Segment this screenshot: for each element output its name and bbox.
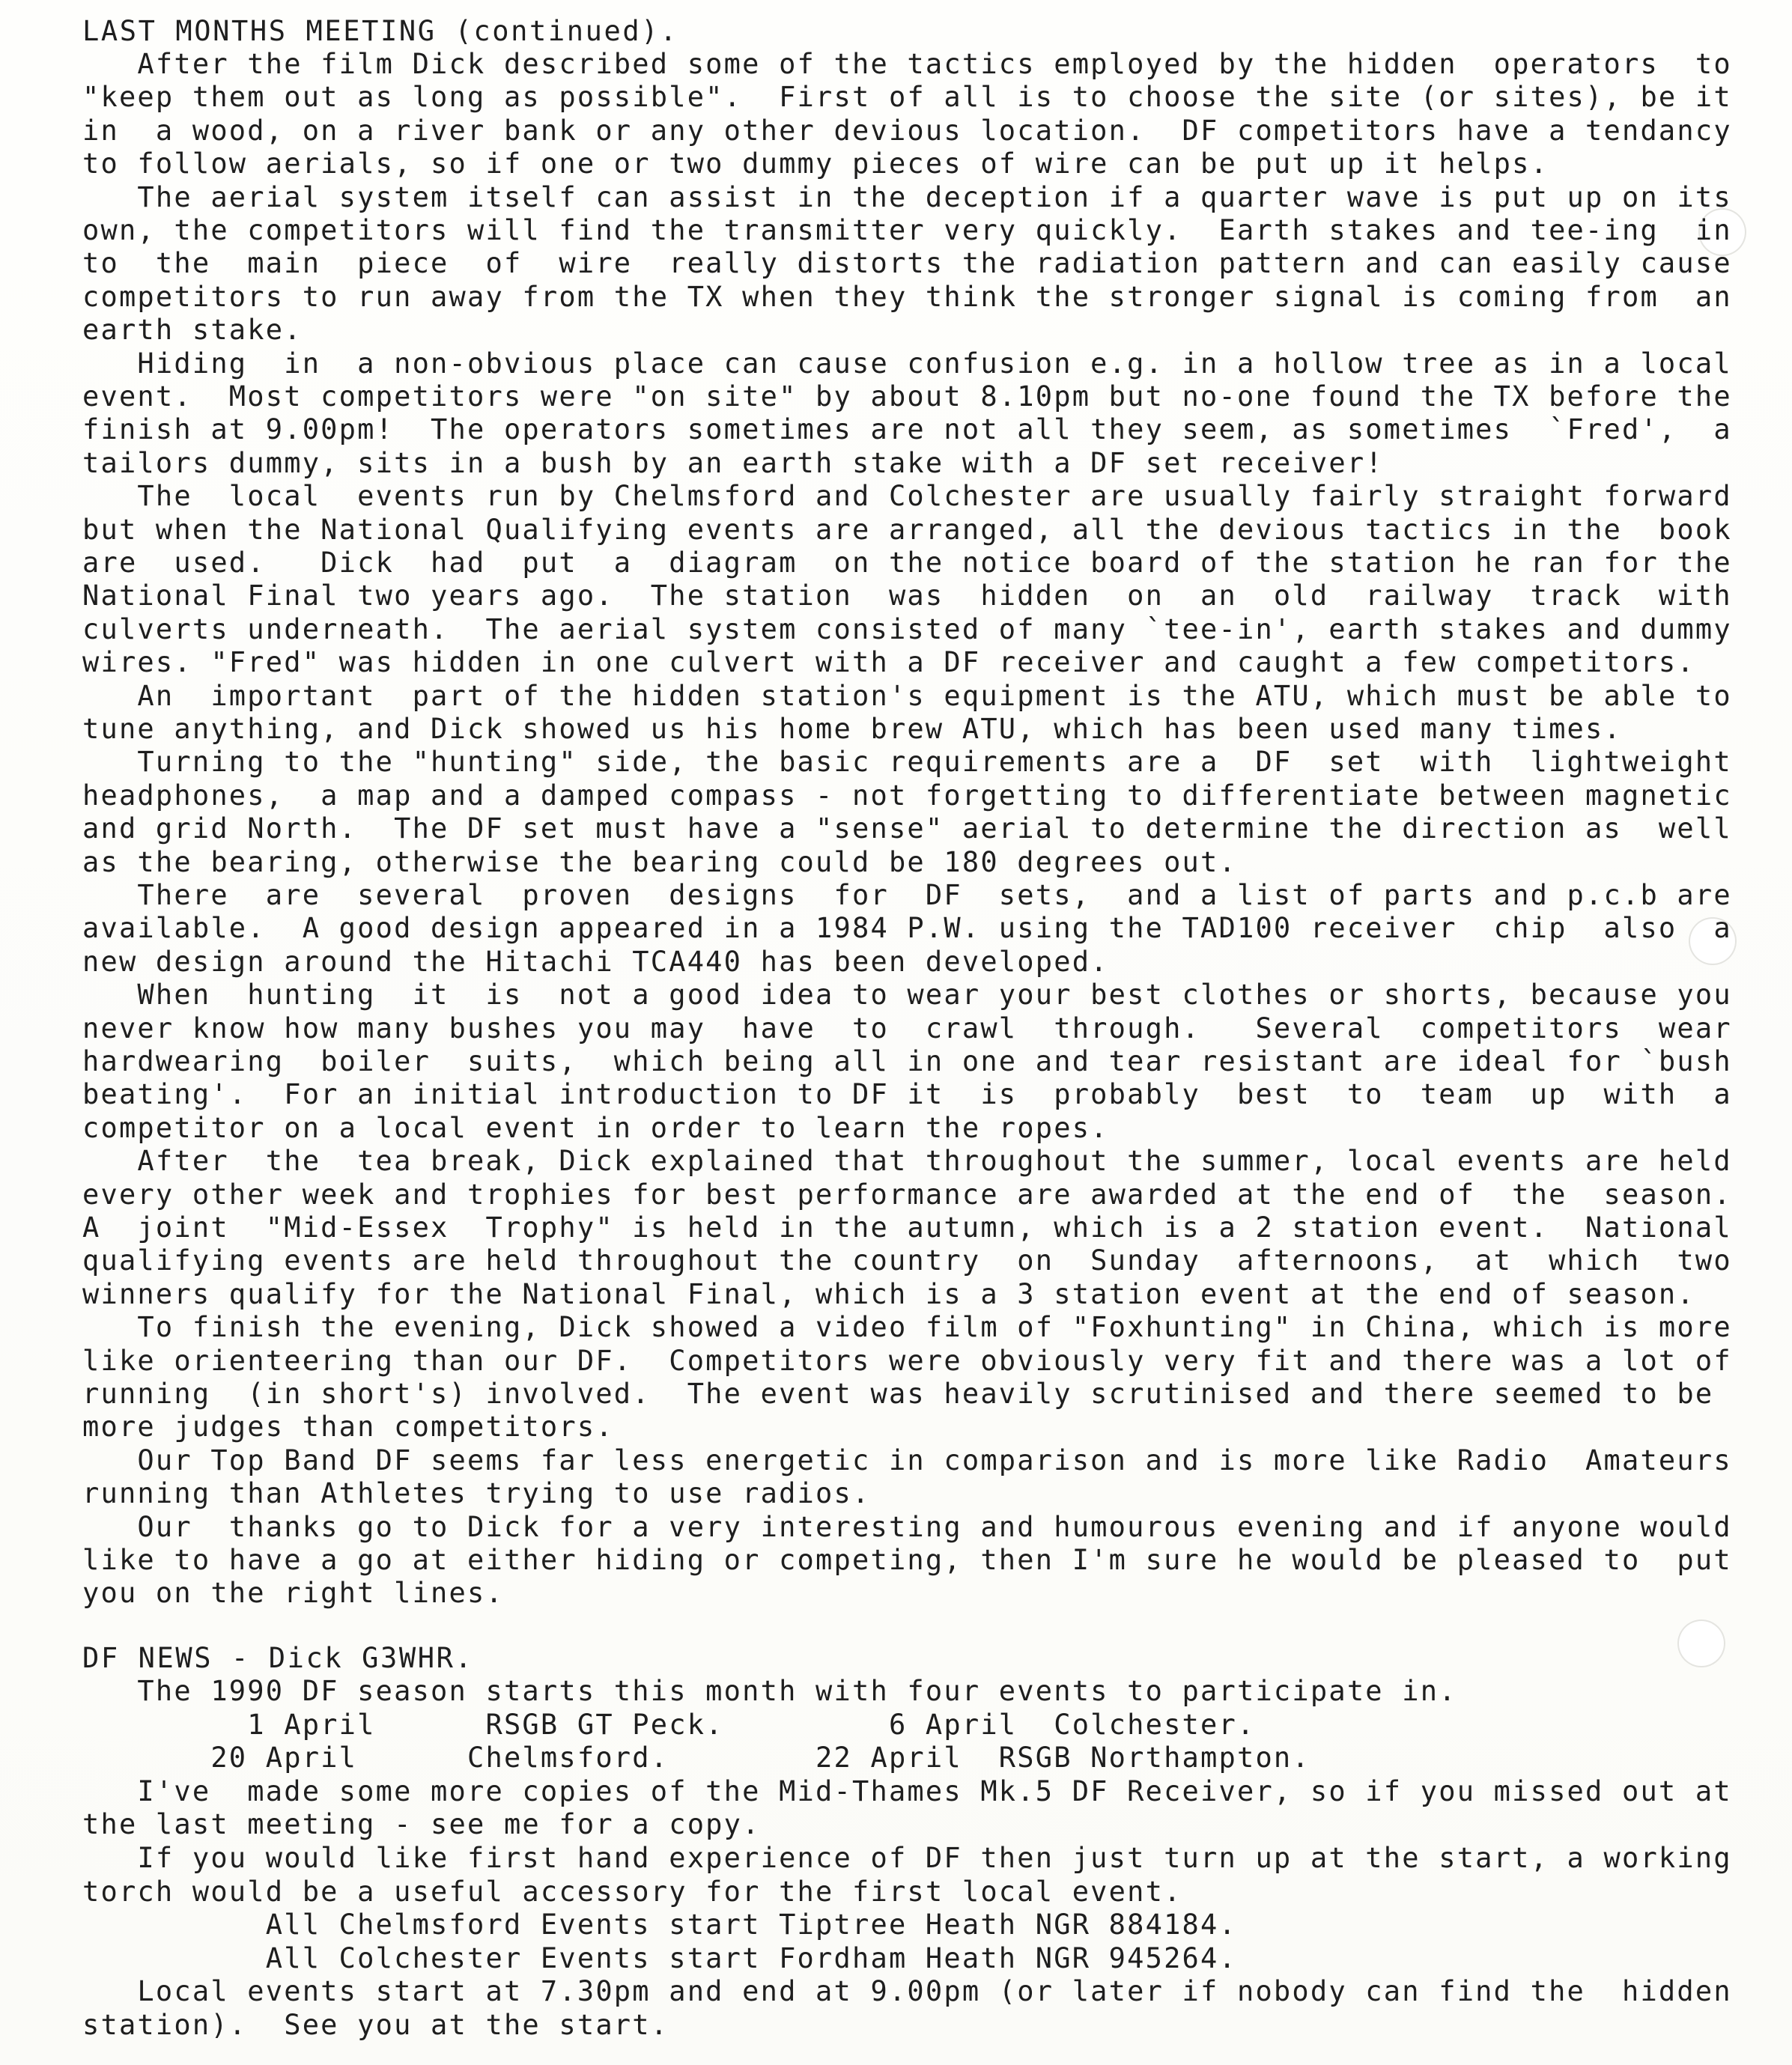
text-line: The local events run by Chelmsford and Colchester are usually fairly straight forward — [82, 480, 1732, 513]
section-heading-meeting: LAST MONTHS MEETING (continued). — [82, 15, 679, 47]
text-line: There are several proven designs for DF sets, and a list of parts and p.c.b are — [82, 879, 1732, 911]
text-line: like to have a go at either hiding or competing, then I'm sure he would be pleased to put — [82, 1544, 1732, 1576]
text-line: own, the competitors will find the transmitter very quickly. Earth stakes and tee-ing in — [82, 214, 1732, 246]
text-line: hardwearing boiler suits, which being all in one and tear resistant are ideal for `bush — [82, 1045, 1732, 1077]
text-line: like orienteering than our DF. Competitors were obviously very fit and there was a lot of — [82, 1344, 1732, 1377]
text-line: After the tea break, Dick explained that throughout the summer, local events are held — [82, 1145, 1732, 1178]
text-line: National Final two years ago. The station was hidden on an old railway track with — [82, 580, 1732, 612]
text-line: tune anything, and Dick showed us his home brew ATU, which has been used many times. — [82, 713, 1622, 745]
text-line: competitor on a local event in order to learn the ropes. — [82, 1111, 1109, 1144]
text-line: earth stake. — [82, 314, 303, 347]
news-text-line: 1 April RSGB GT Peck. 6 April Colchester. — [82, 1708, 1256, 1741]
text-line: Turning to the "hunting" side, the basic requirements are a DF set with lightweight — [82, 746, 1732, 779]
news-text-line: torch would be a useful accessory for the first local event. — [82, 1875, 1182, 1908]
text-line: more judges than competitors. — [82, 1411, 614, 1444]
text-line: as the bearing, otherwise the bearing could be 180 degrees out. — [82, 845, 1237, 878]
text-line: available. A good design appeared in a 1984 P.W. using the TAD100 receiver chip also a — [82, 912, 1732, 945]
text-line: A joint "Mid-Essex Trophy" is held in the autumn, which is a 2 station event. National — [82, 1211, 1732, 1244]
news-text-line: All Chelmsford Events start Tiptree Heath NGR 884184. — [82, 1909, 1237, 1941]
text-line: competitors to run away from the TX when they think the stronger signal is coming from an — [82, 280, 1732, 313]
text-line: wires. "Fred" was hidden in one culvert with a DF receiver and caught a few competitors. — [82, 646, 1695, 679]
text-line: An important part of the hidden station's equipment is the ATU, which must be able to — [82, 679, 1732, 712]
text-line: every other week and trophies for best performance are awarded at the end of the season. — [82, 1178, 1732, 1211]
text-line: and grid North. The DF set must have a "sense" aerial to determine the direction as well — [82, 812, 1732, 845]
news-text-line: The 1990 DF season starts this month with four events to participate in. — [82, 1675, 1457, 1707]
text-line: To finish the evening, Dick showed a video film of "Foxhunting" in China, which is more — [82, 1311, 1732, 1344]
text-line: never know how many bushes you may have to crawl through. Several competitors wear — [82, 1012, 1732, 1044]
text-line: event. Most competitors were "on site" by about 8.10pm but no-one found the TX before the — [82, 380, 1732, 413]
news-text-line: the last meeting - see me for a copy. — [82, 1808, 761, 1841]
text-line: but when the National Qualifying events are arranged, all the devious tactics in the book — [82, 513, 1732, 546]
text-line: running (in short's) involved. The event was heavily scrutinised and there seemed to be — [82, 1378, 1714, 1410]
text-line: qualifying events are held throughout the country on Sunday afternoons, at which two — [82, 1244, 1732, 1277]
text-line: "keep them out as long as possible". First of all is to choose the site (or sites), be it — [82, 81, 1732, 114]
news-text-line: If you would like first hand experience of DF then just turn up at the start, a working — [82, 1842, 1732, 1874]
text-line: are used. Dick had put a diagram on the notice board of the station he ran for the — [82, 547, 1732, 579]
text-line: After the film Dick described some of the tactics employed by the hidden operators to — [82, 48, 1732, 80]
text-line: beating'. For an initial introduction to DF it is probably best to team up with a — [82, 1078, 1732, 1111]
text-line: to follow aerials, so if one or two dummy pieces of wire can be put up it helps. — [82, 148, 1549, 180]
text-line: culverts underneath. The aerial system consisted of many `tee-in', earth stakes and dummy — [82, 612, 1732, 645]
text-line: headphones, a map and a damped compass - not forgetting to differentiate between magnetic — [82, 779, 1732, 812]
text-line: Our thanks go to Dick for a very interesting and humourous evening and if anyone would — [82, 1510, 1732, 1543]
news-text-line: 20 April Chelmsford. 22 April RSGB Northampton. — [82, 1742, 1310, 1774]
text-line: Our Top Band DF seems far less energetic in comparison and is more like Radio Amateurs — [82, 1444, 1732, 1476]
section-heading-df-news: DF NEWS - Dick G3WHR. — [82, 1642, 474, 1674]
news-text-line: I've made some more copies of the Mid-Thames Mk.5 DF Receiver, so if you missed out at — [82, 1774, 1732, 1807]
text-line: finish at 9.00pm! The operators sometimes are not all they seem, as sometimes `Fred', a — [82, 413, 1732, 446]
news-text-line: All Colchester Events start Fordham Heath NGR 945264. — [82, 1941, 1237, 1974]
news-text-line: Local events start at 7.30pm and end at 9.00pm (or later if nobody can find the hidden — [82, 1975, 1732, 2008]
text-line: winners qualify for the National Final, which is a 3 station event at the end of season. — [82, 1277, 1695, 1310]
text-line: you on the right lines. — [82, 1577, 504, 1610]
text-line: The aerial system itself can assist in the deception if a quarter wave is put up on its — [82, 180, 1732, 213]
text-line: Hiding in a non-obvious place can cause confusion e.g. in a hollow tree as in a local — [82, 347, 1732, 380]
text-line: to the main piece of wire really distorts the radiation pattern and can easily cause — [82, 247, 1732, 280]
text-line: When hunting it is not a good idea to wear your best clothes or shorts, because you — [82, 979, 1732, 1012]
text-line: new design around the Hitachi TCA440 has been developed. — [82, 945, 1109, 978]
news-text-line: station). See you at the start. — [82, 2009, 669, 2041]
text-line: running than Athletes trying to use radios. — [82, 1477, 871, 1510]
text-line: tailors dummy, sits in a bush by an earth stake with a DF set receiver! — [82, 446, 1384, 479]
text-line: in a wood, on a river bank or any other devious location. DF competitors have a tendancy — [82, 114, 1732, 147]
